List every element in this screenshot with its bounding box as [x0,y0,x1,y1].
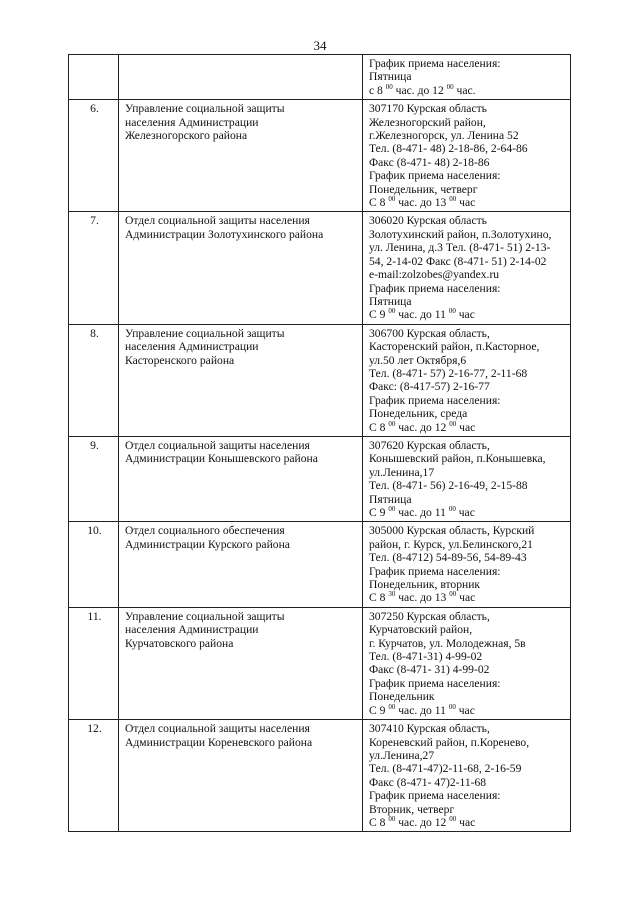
address-line: График приема населения: [369,169,501,183]
row-number: 12. [69,720,119,832]
organization-name [119,607,363,719]
table-row [69,100,571,212]
address-line: С 9 $^{00}$ час. до 11 $^{00}$ час [369,307,475,322]
address-line: ул.50 лет Октября,6 [369,353,467,367]
row-number [69,55,119,100]
organization-line: Управление социальной защиты [125,102,285,116]
row-number: 10. [69,522,119,607]
address-line: Тел. (8-471- 57) 2-16-77, 2-11-68 [369,366,528,380]
table-body [69,55,571,832]
address-line: График приема населения: [369,393,501,407]
table-row [69,55,571,100]
address-line: 307170 Курская область [369,102,487,116]
address-line: Факс (8-471- 47)2-11-68 [369,775,487,789]
table-row [69,436,571,521]
address-line: С 8 $^{30}$ час. до 13 $^{00}$ час [369,590,476,605]
organization-line: Администрации Кореневского района [125,735,313,749]
address-line: Вторник, четверг [369,802,455,816]
address-line: 307250 Курская область, [369,609,490,623]
address-line: ул. Ленина, д.3 Тел. (8-471- 51) 2-13- [369,241,551,255]
address-line: район, г. Курск, ул.Белинского,21 [369,537,533,551]
address-line: Тел. (8-471- 56) 2-16-49, 2-15-88 [369,479,528,493]
address-line: Факс (8-471- 31) 4-99-02 [369,663,490,677]
address-line: График приема населения: [369,789,501,803]
address-line: Факс: (8-417-57) 2-16-77 [369,380,490,394]
organization-name [119,212,363,324]
organization-line: населения Администрации [125,623,259,637]
organization-name [119,436,363,521]
organization-line: Отдел социальной защиты населения [125,214,310,228]
address-line: г. Курчатов, ул. Молодежная, 5в [369,636,526,650]
address-line: e-mail:zolzobes@yandex.ru [369,268,500,282]
address-line: С 8 $^{00}$ час. до 12 $^{00}$ час [369,419,476,434]
row-number: 7. [69,212,119,324]
organization-line: Отдел социального обеспечения [125,524,285,538]
table-row [69,522,571,607]
row-number: 11. [69,607,119,719]
row-number: 8. [69,324,119,436]
organization-line: Курчатовского района [125,636,234,650]
address-schedule [363,212,571,324]
address-line: С 8 $^{00}$ час. до 12 $^{00}$ час [369,814,476,829]
address-line: Золотухинский район, п.Золотухино, [369,227,552,241]
address-line: Понедельник, среда [369,407,468,421]
address-schedule [363,720,571,832]
offices-table [68,54,571,832]
address-schedule [363,607,571,719]
organization-name [119,100,363,212]
address-line: Понедельник, четверг [369,182,478,196]
address-line: График приема населения: [369,676,501,690]
organization-name [119,55,363,100]
address-line: Железногорский район, [369,115,486,129]
organization-line: Управление социальной защиты [125,326,285,340]
page-number: 34 [313,38,327,53]
address-line: График приема населения: [369,57,501,70]
organization-name [119,720,363,832]
organization-line: Управление социальной защиты [125,609,285,623]
address-line: Касторенский район, п.Касторное, [369,340,540,354]
table-row [69,607,571,719]
address-line: с 8 $^{00}$ час. до 12 $^{00}$ час. [369,82,476,97]
organization-line: населения Администрации [125,115,259,129]
address-line: Тел. (8-471-47)2-11-68, 2-16-59 [369,762,522,776]
address-line: ул.Ленина,17 [369,465,435,479]
address-line: Тел. (8-471- 48) 2-18-86, 2-64-86 [369,142,528,156]
address-line: Понедельник [369,690,435,704]
organization-line: Отдел социальной защиты населения [125,722,310,736]
address-line: 307620 Курская область, [369,438,490,452]
address-line: График приема населения: [369,281,501,295]
organization-name [119,522,363,607]
address-line: С 8 $^{00}$ час. до 13 $^{00}$ час [369,195,476,210]
address-line: С 9 $^{00}$ час. до 11 $^{00}$ час [369,505,475,519]
organization-line: Администрации Курского района [125,537,290,551]
organization-line: Администрации Конышевского района [125,452,318,466]
address-schedule [363,55,571,100]
row-number: 9. [69,436,119,521]
address-line: Курчатовский район, [369,623,473,637]
address-line: 54, 2-14-02 Факс (8-471- 51) 2-14-02 [369,254,547,268]
table-row [69,720,571,832]
address-line: Пятница [369,70,412,84]
address-line: Тел. (8-471-31) 4-99-02 [369,650,483,664]
address-line: 307410 Курская область, [369,722,490,736]
address-line: С 9 $^{00}$ час. до 11 $^{00}$ час [369,702,475,717]
address-line: Факс (8-471- 48) 2-18-86 [369,155,490,169]
address-line: Тел. (8-4712) 54-89-56, 54-89-43 [369,551,527,565]
address-schedule [363,436,571,521]
row-number: 6. [69,100,119,212]
organization-line: Железногорского района [125,129,248,143]
organization-line: населения Администрации [125,340,259,354]
address-line: Понедельник, вторник [369,578,481,592]
address-line: Кореневский район, п.Коренево, [369,735,530,749]
organization-line: Отдел социальной защиты населения [125,438,310,452]
organization-name [119,324,363,436]
address-line: Конышевский район, п.Конышевка, [369,452,546,466]
table-row [69,212,571,324]
address-line: Пятница [369,492,412,506]
address-line: ул.Ленина,27 [369,748,435,762]
address-line: г.Железногорск, ул. Ленина 52 [369,129,519,143]
organization-line: Касторенского района [125,353,235,367]
address-line: 306020 Курская область [369,214,487,228]
address-line: 306700 Курская область, [369,326,490,340]
address-line: График приема населения: [369,564,501,578]
address-schedule [363,324,571,436]
address-schedule [363,100,571,212]
organization-line: Администрации Золотухинского района [125,227,324,241]
address-schedule [363,522,571,607]
table-row [69,324,571,436]
address-line: 305000 Курская область, Курский [369,524,535,538]
address-line: Пятница [369,294,412,308]
